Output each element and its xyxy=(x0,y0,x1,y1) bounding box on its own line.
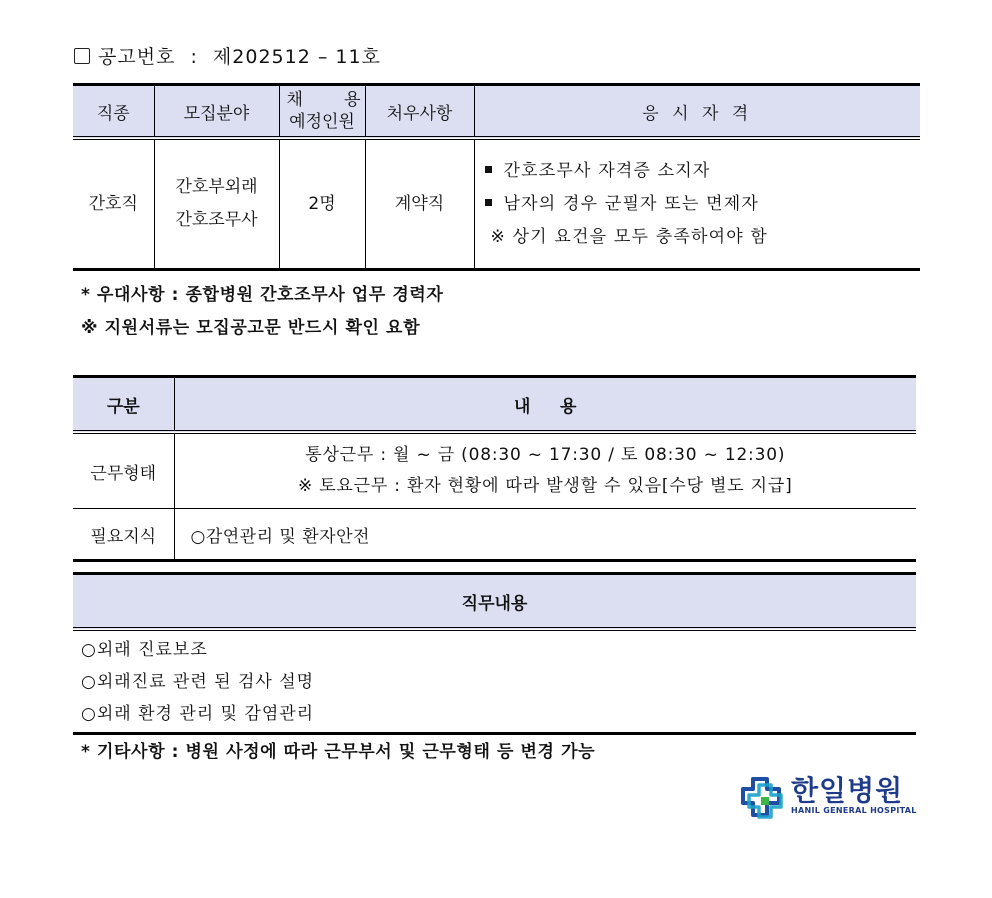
job-duties-header-row xyxy=(73,574,916,630)
header-type: 처우사항 xyxy=(365,85,474,139)
work-type-label: 근무형태 xyxy=(73,432,174,509)
work-type-line2: ※ 토요근무 : 환자 현황에 따라 발생할 수 있음[수당 별도 지급] xyxy=(297,476,793,496)
cell-qualifications xyxy=(474,138,920,270)
knowledge-value: ○감연관리 및 환자안전 xyxy=(174,509,916,561)
header-count-line2: 예정인원 xyxy=(289,112,355,132)
header-count-char2: 용 xyxy=(344,90,361,110)
list-item: ○외래진료 관련 된 검사 설명 xyxy=(81,672,315,692)
job-duties-table xyxy=(73,572,916,735)
square-bullet-icon xyxy=(485,166,492,173)
qualification-item: 남자의 경우 군필자 또는 면제자 xyxy=(485,188,920,221)
cross-logo-icon xyxy=(739,775,785,821)
qualification-note: ※ 상기 요건을 모두 충족하여야 함 xyxy=(490,226,769,247)
documents-note: ※ 지원서류는 모집공고문 반드시 확인 요함 xyxy=(81,318,421,338)
job-duties-header: 직무내용 xyxy=(73,574,916,630)
work-type-row xyxy=(73,432,916,509)
logo-name-en: HANIL GENERAL HOSPITAL xyxy=(791,806,917,815)
preference-note: * 우대사항 : 종합병원 간호조무사 업무 경력자 xyxy=(81,285,444,305)
header-count-char1: 채 xyxy=(286,90,303,110)
header-field: 모집분야 xyxy=(154,85,279,139)
work-type-line1: 통상근무 : 월 ~ 금 (08:30 ~ 17:30 / 토 08:30 ~ 12:30) xyxy=(305,445,786,465)
work-type-content xyxy=(174,432,916,509)
list-item: ○외래 진료보조 xyxy=(81,640,208,660)
square-bullet-icon xyxy=(485,199,492,206)
work-conditions-header-row xyxy=(73,377,916,433)
notice-number: 제202512 – 11호 xyxy=(212,46,381,68)
logo-name-ko: 한일병원 xyxy=(791,774,904,807)
notice-label: 공고번호 xyxy=(98,46,176,68)
qualification-item: 간호조무사 자격증 소지자 xyxy=(485,155,920,188)
header-job: 직종 xyxy=(73,85,154,139)
recruitment-row xyxy=(73,138,920,270)
recruitment-header-row xyxy=(73,85,920,139)
cell-type: 계약직 xyxy=(365,138,474,270)
other-note: * 기타사항 : 병원 사정에 따라 근무부서 및 근무형태 등 변경 가능 xyxy=(81,742,596,762)
cell-field-line2: 간호조무사 xyxy=(175,210,258,230)
cell-field-line1: 간호부외래 xyxy=(175,177,258,197)
job-duties-row xyxy=(73,629,916,734)
work-conditions-table xyxy=(73,375,916,562)
recruitment-table xyxy=(73,83,920,271)
notice-line xyxy=(74,42,381,69)
hospital-logo xyxy=(739,773,917,819)
header-count xyxy=(279,85,365,139)
knowledge-label: 필요지식 xyxy=(90,526,157,547)
list-item: ○외래 환경 관리 및 감염관리 xyxy=(81,704,315,724)
checkbox-icon xyxy=(74,48,90,64)
job-duties-list xyxy=(73,629,916,734)
cell-count: 2명 xyxy=(279,138,365,270)
header-content: 내 용 xyxy=(174,377,916,433)
notice-separator: : xyxy=(190,46,198,68)
knowledge-row xyxy=(73,509,916,561)
header-category: 구분 xyxy=(73,377,174,433)
header-qualification: 응 시 자 격 xyxy=(474,85,920,139)
cell-field xyxy=(154,138,279,270)
cell-job: 간호직 xyxy=(88,193,138,214)
